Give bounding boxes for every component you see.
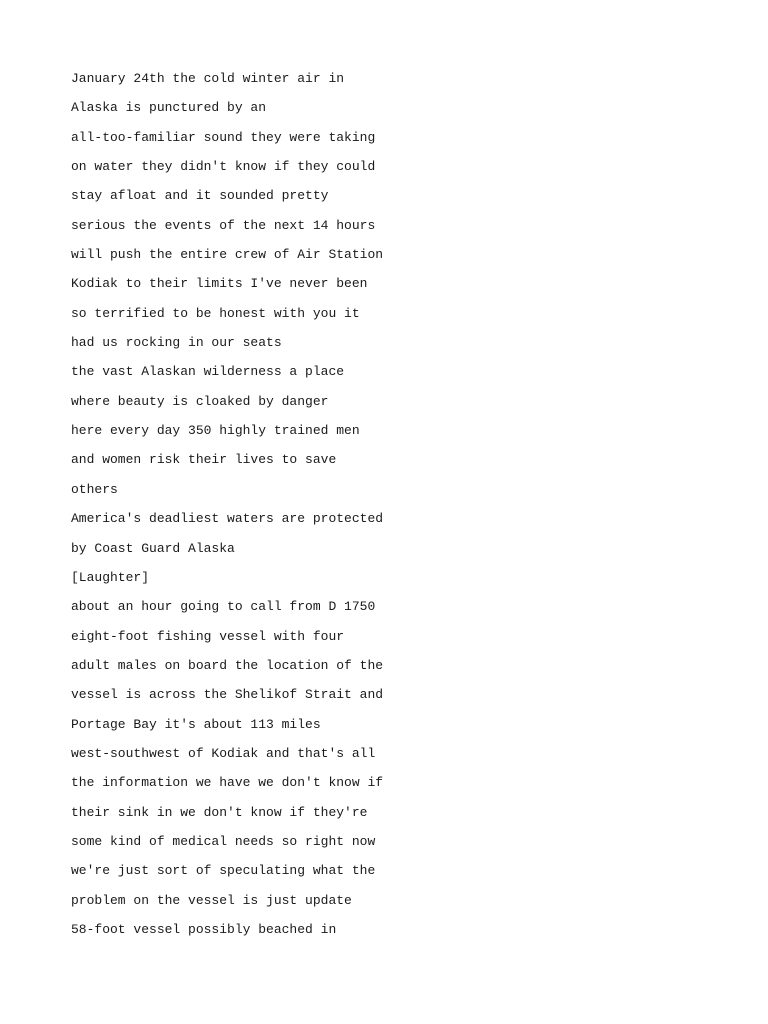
transcript-line: [Laughter] <box>71 569 150 585</box>
transcript-line: so terrified to be honest with you it <box>71 305 360 321</box>
transcript-line: some kind of medical needs so right now <box>71 833 376 849</box>
transcript-line: 58-foot vessel possibly beached in <box>71 921 337 937</box>
transcript-line: Portage Bay it's about 113 miles <box>71 716 321 732</box>
transcript-page <box>71 64 711 944</box>
transcript-line: vessel is across the Shelikof Strait and <box>71 687 384 703</box>
transcript-line: west-southwest of Kodiak and that's all <box>71 745 376 761</box>
transcript-line: about an hour going to call from D 1750 <box>71 599 376 615</box>
transcript-line: Alaska is punctured by an <box>71 100 267 116</box>
transcript-line: adult males on board the location of the <box>71 657 384 673</box>
transcript-line: where beauty is cloaked by danger <box>71 393 329 409</box>
transcript-line: others <box>71 481 118 497</box>
transcript-line: will push the entire crew of Air Station <box>71 247 384 263</box>
transcript-line: eight-foot fishing vessel with four <box>71 628 345 644</box>
transcript-line: here every day 350 highly trained men <box>71 423 360 439</box>
transcript-line: problem on the vessel is just update <box>71 892 352 908</box>
transcript-line: and women risk their lives to save <box>71 452 337 468</box>
transcript-line: by Coast Guard Alaska <box>71 540 235 556</box>
transcript-line: on water they didn't know if they could <box>71 159 376 175</box>
transcript-line: we're just sort of speculating what the <box>71 863 376 879</box>
transcript-line: their sink in we don't know if they're <box>71 804 368 820</box>
transcript-line: America's deadliest waters are protected <box>71 511 384 527</box>
transcript-line: stay afloat and it sounded pretty <box>71 188 329 204</box>
transcript-line: Kodiak to their limits I've never been <box>71 276 368 292</box>
transcript-line: the information we have we don't know if <box>71 775 384 791</box>
transcript-line: the vast Alaskan wilderness a place <box>71 364 345 380</box>
transcript-line: January 24th the cold winter air in <box>71 71 345 86</box>
transcript-line: had us rocking in our seats <box>71 335 282 351</box>
transcript-line: all-too-familiar sound they were taking <box>71 129 376 145</box>
transcript-line: serious the events of the next 14 hours <box>71 217 376 233</box>
